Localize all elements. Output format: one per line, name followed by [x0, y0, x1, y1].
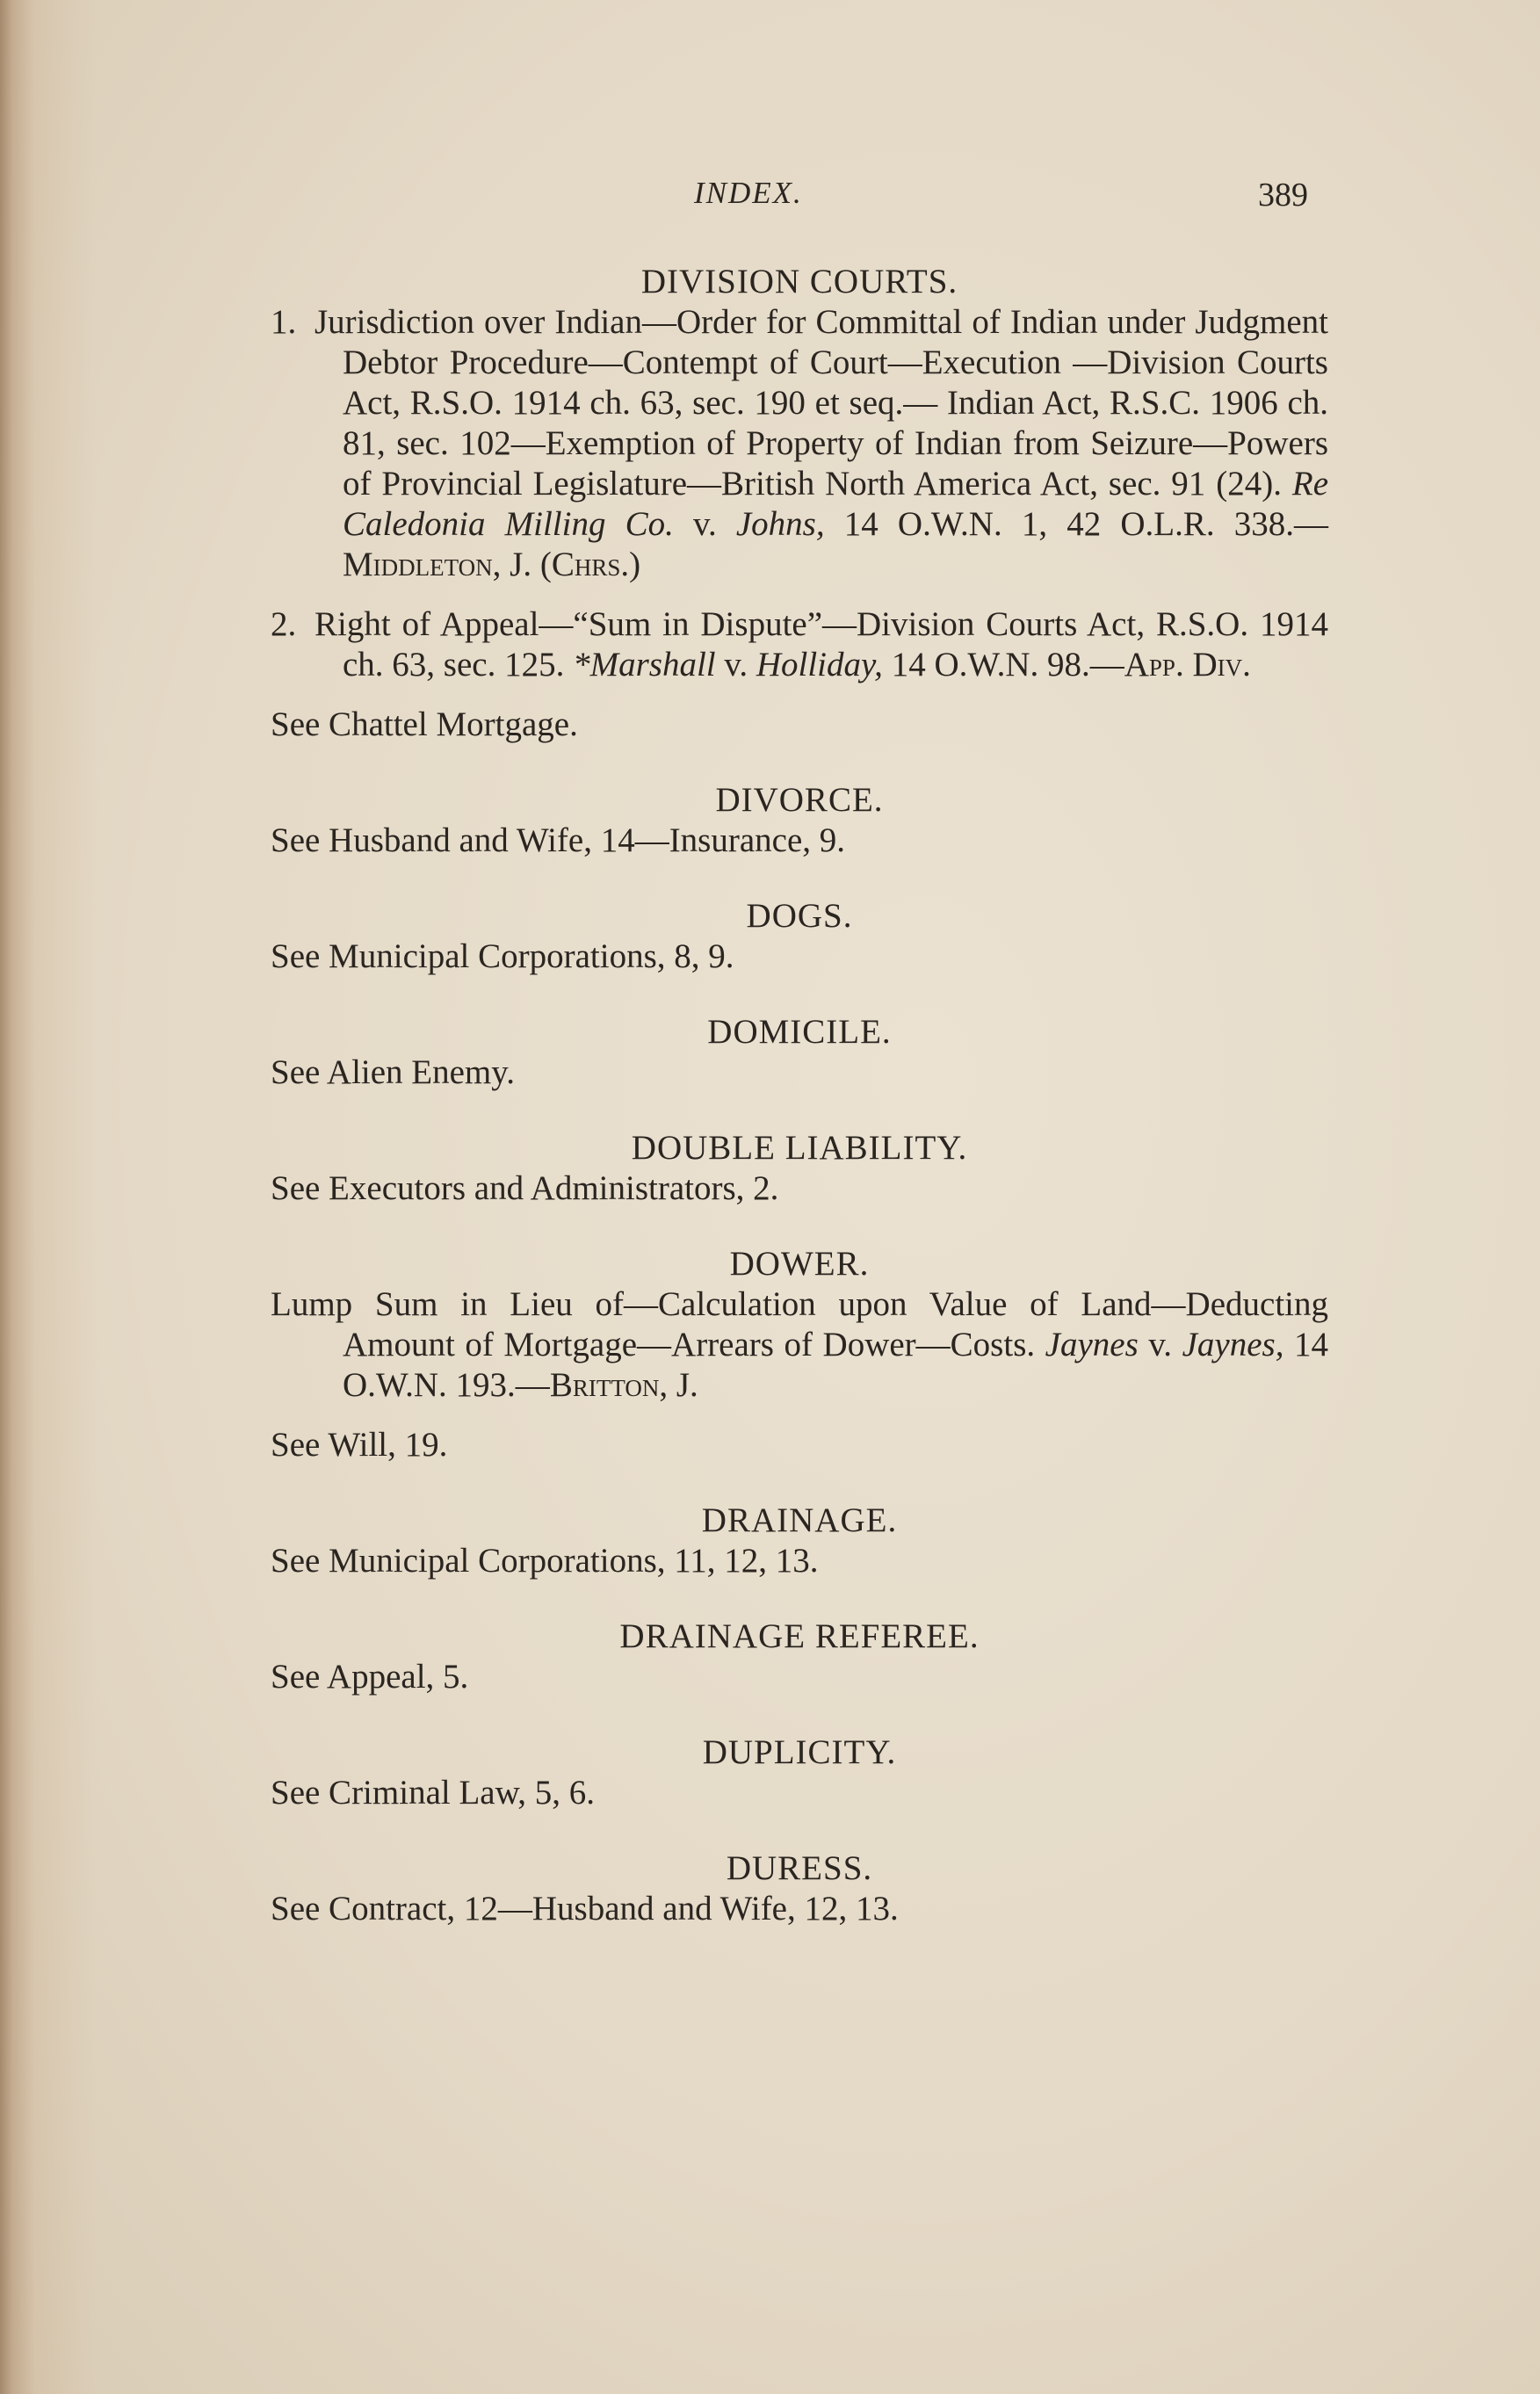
see-reference: See Contract, 12—Husband and Wife, 12, 13. [271, 1890, 899, 1927]
case-citation: 14 O.W.N. 98.— [882, 646, 1124, 683]
case-name-a: Re Caledonia Milling Co. [343, 465, 1329, 543]
heading-divorce: DIVORCE. [715, 781, 884, 819]
heading-duplicity: DUPLICITY. [702, 1733, 897, 1771]
see-reference: See Executors and Administrators, 2. [271, 1169, 779, 1207]
see-reference: See Will, 19. [271, 1426, 448, 1464]
page-number: 389 [1258, 177, 1308, 213]
case-name-a: Jaynes [1045, 1326, 1139, 1363]
judge-name: App. Div. [1124, 646, 1251, 683]
entry-text: Right of Appeal—“Sum in Dispute”—Division Courts Act, R.S.O. 1914 ch. 63, sec. 125. [315, 605, 1328, 683]
entry-number: 2. [271, 605, 297, 643]
see-reference: See Husband and Wife, 14—Insurance, 9. [271, 821, 846, 859]
case-versus: v. [715, 646, 756, 683]
case-name-a: *Marshall [573, 646, 716, 683]
heading-double-liability: DOUBLE LIABILITY. [631, 1129, 968, 1167]
dower-entry [271, 1284, 1328, 1406]
see-reference: See Alien Enemy. [271, 1053, 515, 1091]
entry-text: Jurisdiction over Indian—Order for Committal of Indian under Judgment Debtor Procedure—Contempt of Court—Execution —Division Courts Act, R.S.O. 1914 ch. 63, sec. 190 et seq.— Indian Act, R.S.C. 1906 ch. 81, sec. 102—Exemption of Property of Indian from Seizure—Powers of Provincial Legislature—British North America Act, sec. 91 (24). [315, 303, 1328, 503]
judge-name: Britton, J. [549, 1366, 698, 1404]
heading-duress: DURESS. [726, 1849, 873, 1887]
case-name-b: Johns, [735, 505, 825, 543]
heading-drainage: DRAINAGE. [701, 1501, 898, 1539]
heading-division-courts: DIVISION COURTS. [640, 263, 958, 300]
case-citation: 14 O.W.N. 1, 42 O.L.R. 338.— [824, 505, 1329, 543]
see-reference: See Criminal Law, 5, 6. [271, 1774, 595, 1812]
entry-text: Lump Sum in Lieu of—Calculation upon Value of Land—Deducting Amount of Mortgage—Arrears of Dower—Costs. [271, 1285, 1328, 1363]
case-citation: 14 O.W.N. 193.— [343, 1326, 1328, 1404]
heading-domicile: DOMICILE. [707, 1013, 892, 1051]
entry-number: 1. [271, 303, 297, 341]
heading-dower: DOWER. [729, 1245, 870, 1283]
see-reference: See Appeal, 5. [271, 1658, 469, 1696]
see-reference: See Municipal Corporations, 8, 9. [271, 937, 734, 975]
see-reference: See Chattel Mortgage. [271, 705, 578, 743]
case-name-b: Holliday, [756, 646, 883, 683]
case-name-b: Jaynes, [1182, 1326, 1284, 1363]
case-versus: v. [673, 505, 736, 543]
heading-dogs: DOGS. [746, 897, 853, 935]
running-head [0, 176, 1540, 228]
index-content [271, 262, 1328, 1929]
judge-name: Middleton, J. (Chrs.) [343, 546, 641, 583]
division-courts-entry-2 [271, 604, 1328, 685]
heading-drainage-referee: DRAINAGE REFEREE. [619, 1617, 980, 1655]
see-reference: See Municipal Corporations, 11, 12, 13. [271, 1542, 819, 1580]
running-head-title: INDEX. [694, 176, 803, 210]
division-courts-entry-1 [271, 302, 1328, 585]
case-versus: v. [1138, 1326, 1182, 1363]
